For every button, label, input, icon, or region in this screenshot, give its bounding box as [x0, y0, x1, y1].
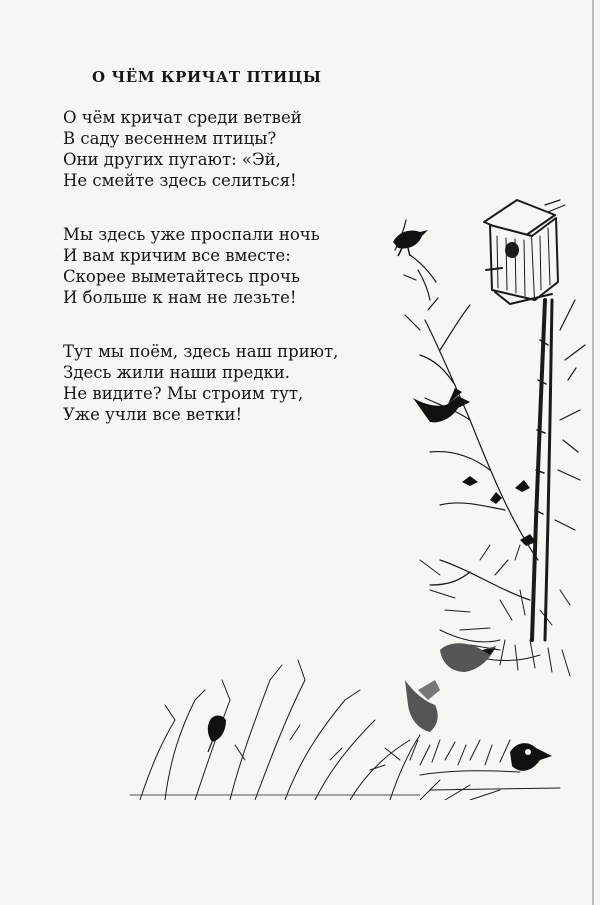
tree-trunk	[532, 300, 552, 640]
birdhouse-illustration	[100, 190, 590, 800]
poem-line: И вам кричим все вместе:	[63, 246, 291, 265]
perched-bird-icon	[208, 716, 226, 753]
poem-line: Не видите? Мы строим тут,	[63, 384, 304, 403]
poem-line: Не смейте здесь селиться!	[63, 171, 297, 190]
poem-line: Они других пугают: «Эй,	[63, 150, 281, 169]
small-bird-icon	[490, 492, 502, 504]
birds	[208, 230, 552, 771]
poem-line: О чём кричат среди ветвей	[63, 108, 302, 127]
poem-line: Тут мы поём, здесь наш приют,	[63, 342, 339, 361]
stanza-1	[63, 107, 302, 191]
crow-icon	[393, 230, 428, 256]
poem-line: Здесь жили наши предки.	[63, 363, 291, 382]
sparrow-icon	[405, 680, 440, 732]
bird-icon	[510, 743, 552, 771]
poem-title: О ЧЁМ КРИЧАТ ПТИЦЫ	[92, 68, 322, 86]
small-bird-icon	[462, 476, 478, 486]
twigs	[130, 660, 500, 800]
poem-line: И больше к нам не лезьте!	[63, 288, 297, 307]
poem-line: Уже учли все ветки!	[63, 405, 243, 424]
page-edge	[592, 0, 594, 905]
small-bird-icon	[515, 480, 530, 492]
poem-line: Скорее выметайтесь прочь	[63, 267, 300, 286]
poem-line: Мы здесь уже проспали ночь	[63, 225, 320, 244]
birdhouse	[484, 200, 565, 304]
grass	[410, 740, 560, 790]
poem-line: В саду весеннем птицы?	[63, 129, 277, 148]
